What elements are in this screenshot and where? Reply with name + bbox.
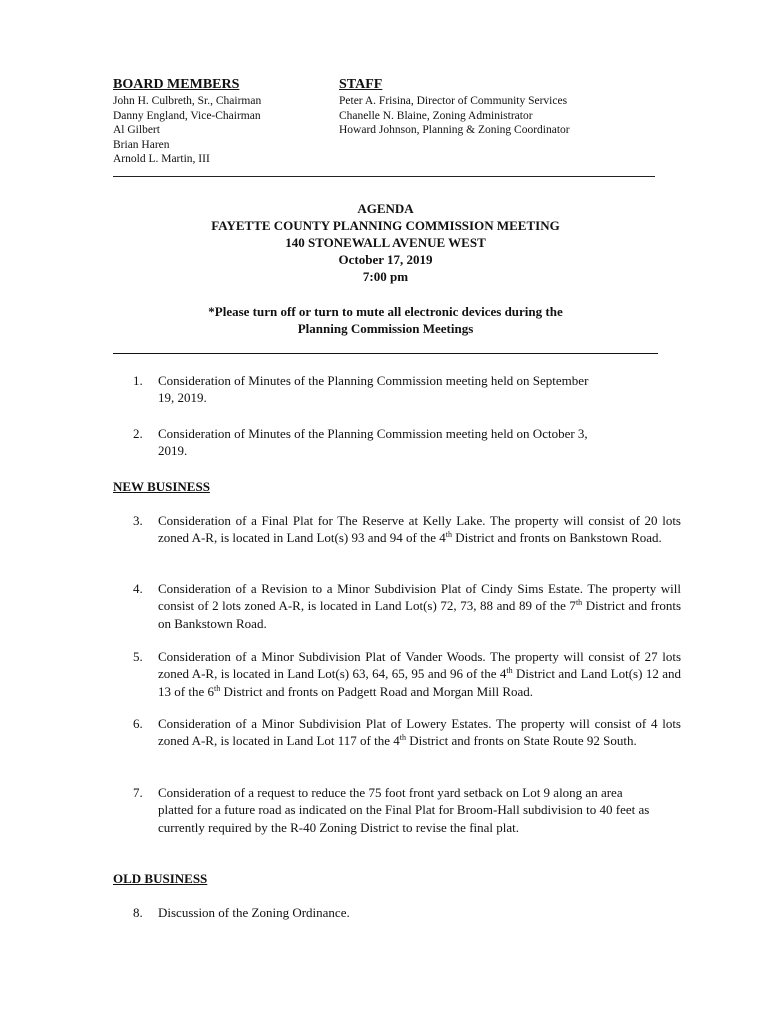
item-number: 1. [133, 373, 143, 388]
section-divider [113, 353, 658, 354]
meeting-time: 7:00 pm [362, 269, 409, 284]
board-member: Danny England, Vice-Chairman [113, 109, 261, 122]
agenda-item [133, 372, 603, 407]
meeting-address: 140 STONEWALL AVENUE WEST [285, 235, 486, 250]
item-number: 4. [133, 581, 143, 596]
board-member: Arnold L. Martin, III [113, 153, 210, 166]
item-number: 8. [133, 905, 143, 920]
meeting-date: October 17, 2019 [338, 252, 433, 267]
item-text: Consideration of a Final Plat for The Reserve at Kelly Lake. The property will consist of 20 lots zoned A-R, is located in Land Lot(s) 93 and 94 of the 4th District and fronts on Bankstown Road. [158, 513, 681, 546]
item-number: 6. [133, 716, 143, 731]
item-text: Consideration of a Revision to a Minor Subdivision Plat of Cindy Sims Estate. The property will consist of 2 lots zoned A-R, is located in Land Lot(s) 72, 73, 88 and 89 of the 7th District and fronts on Bankstown Road. [158, 581, 682, 631]
staff-member: Howard Johnson, Planning & Zoning Coordinator [339, 124, 570, 137]
item-text: Consideration of Minutes of the Planning Commission meeting held on September 19, 2019. [158, 373, 589, 406]
item-text: Discussion of the Zoning Ordinance. [158, 905, 350, 920]
item-text: Consideration of a Minor Subdivision Plat of Lowery Estates. The property will consist of 4 lots zoned A-R, is located in Land Lot 117 of the 4th District and fronts on State Route 92 South. [158, 716, 681, 749]
staff-heading: STAFF [339, 77, 383, 92]
item-text: Consideration of Minutes of the Planning Commission meeting held on October 3, 2019. [158, 426, 588, 459]
agenda-item [133, 512, 681, 547]
board-member: Al Gilbert [113, 124, 160, 137]
header-divider [113, 176, 655, 177]
agenda-item [133, 904, 681, 921]
staff-member: Peter A. Frisina, Director of Community Services [339, 95, 568, 107]
agenda-item [133, 425, 603, 460]
meeting-name: FAYETTE COUNTY PLANNING COMMISSION MEETING [211, 218, 560, 233]
agenda-item [133, 648, 681, 700]
notice-line: *Please turn off or turn to mute all electronic devices during the [208, 304, 563, 319]
agenda-item [133, 580, 681, 632]
board-member: John H. Culbreth, Sr., Chairman [113, 95, 262, 107]
item-number: 2. [133, 426, 143, 441]
agenda-header [113, 200, 658, 285]
board-members-section [113, 76, 338, 167]
staff-member: Chanelle N. Blaine, Zoning Administrator [339, 109, 533, 122]
agenda-item [133, 715, 681, 750]
item-number: 7. [133, 785, 143, 800]
device-notice [113, 303, 658, 337]
item-number: 5. [133, 649, 143, 664]
item-text: Consideration of a request to reduce the 75 foot front yard setback on Lot 9 along an area platted for a future road as indicated on the Final Plat for Broom-Hall subdivision to 40 feet as currently required by the R-40 Zoning District to revise the final plat. [158, 785, 650, 835]
item-number: 3. [133, 513, 143, 528]
agenda-title: AGENDA [357, 201, 414, 216]
item-text: Consideration of a Minor Subdivision Plat of Vander Woods. The property will consist of 27 lots zoned A-R, is located in Land Lot(s) 63, 64, 65, 95 and 96 of the 4th District and Land Lot(s) 12 and 13 of the 6th District and fronts on Padgett Road and Morgan Mill Road. [158, 649, 681, 699]
old-business-heading: OLD BUSINESS [113, 871, 208, 886]
agenda-item [133, 784, 653, 836]
new-business-heading: NEW BUSINESS [113, 479, 210, 494]
board-members-heading: BOARD MEMBERS [113, 77, 240, 92]
staff-section [339, 76, 659, 138]
notice-line: Planning Commission Meetings [297, 321, 474, 336]
board-member: Brian Haren [113, 138, 170, 151]
